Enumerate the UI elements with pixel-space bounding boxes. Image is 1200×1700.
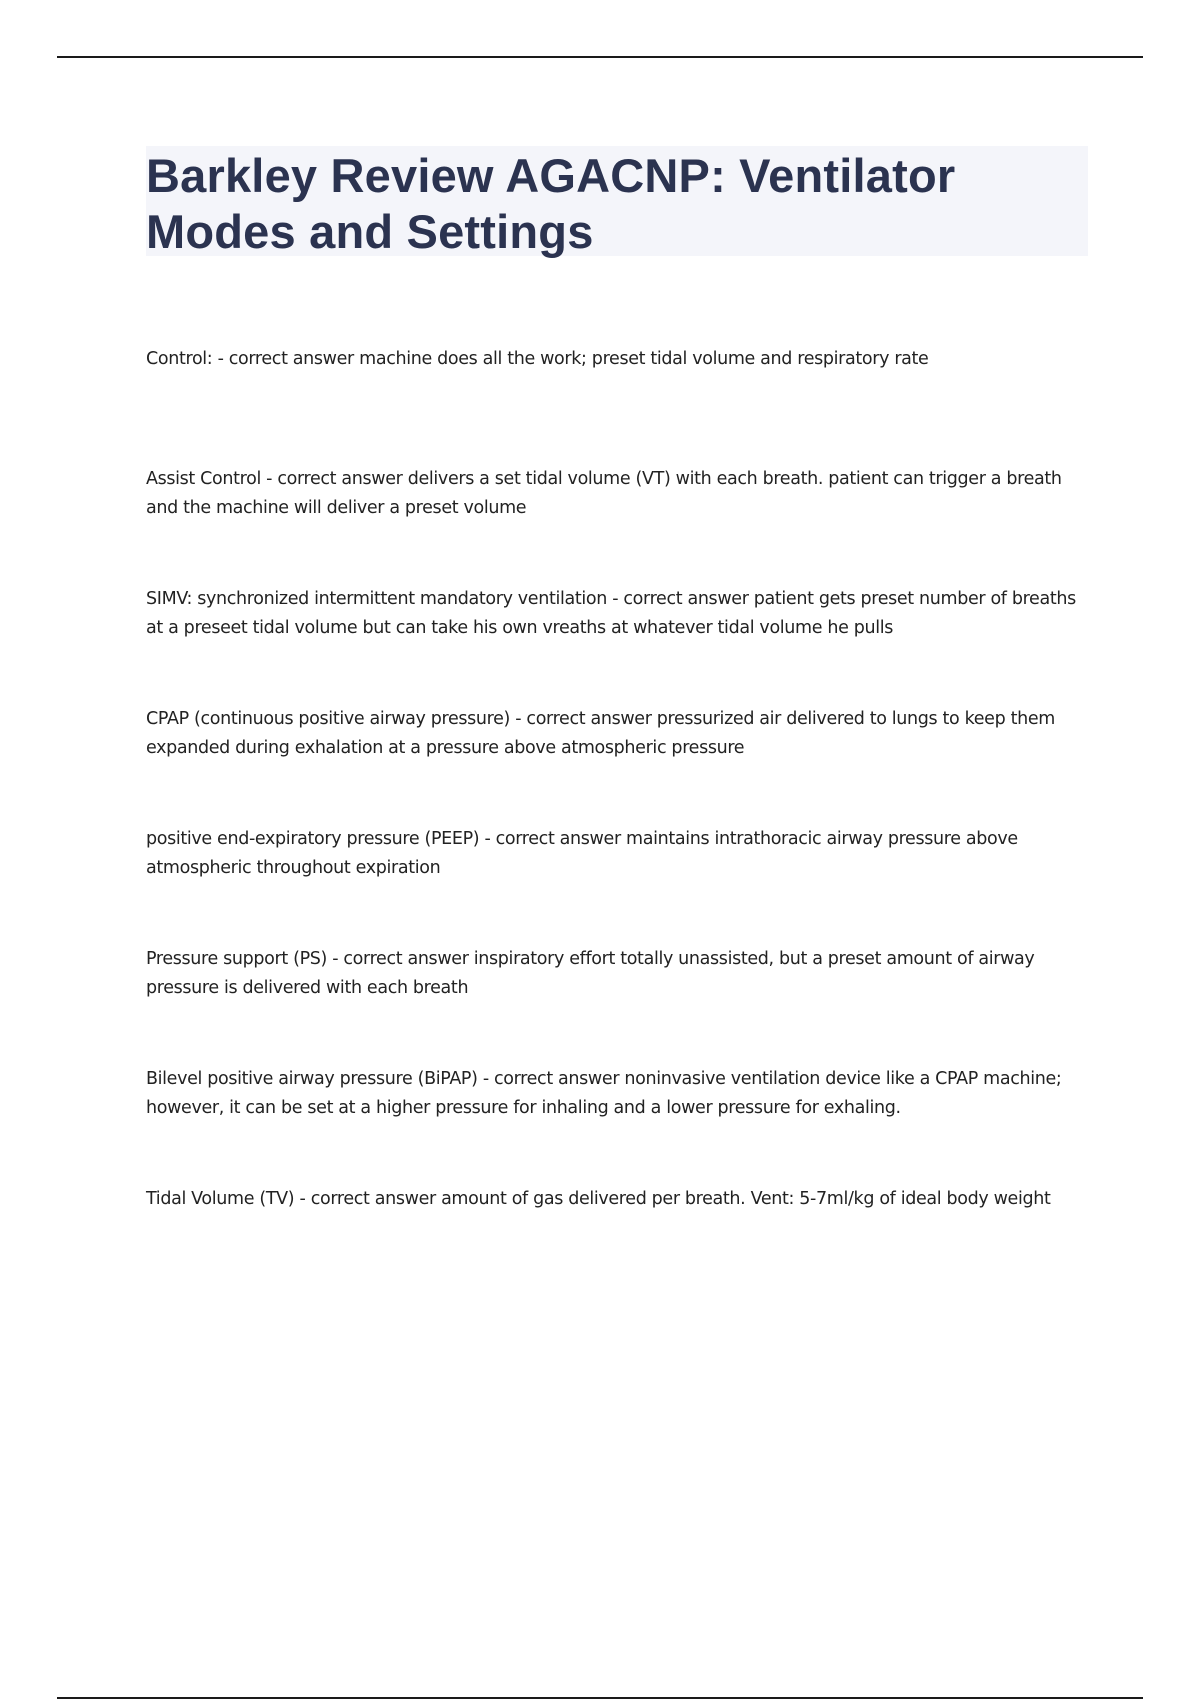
list-item bbox=[146, 345, 1076, 465]
answer-marker: correct answer bbox=[494, 1069, 620, 1089]
list-item bbox=[146, 1065, 1076, 1185]
answer-marker: correct answer bbox=[343, 949, 469, 969]
top-rule bbox=[57, 56, 1143, 58]
entry-definition: machine does all the work; preset tidal volume and respiratory rate bbox=[359, 349, 929, 369]
entry-term: Pressure support (PS) - bbox=[146, 949, 343, 969]
entry-term: Control: - bbox=[146, 349, 229, 369]
answer-marker: correct answer bbox=[623, 589, 749, 609]
answer-marker: correct answer bbox=[228, 349, 354, 369]
entry-list bbox=[146, 345, 1076, 1305]
entry-definition: amount of gas delivered per breath. Vent: 5-7ml/kg of ideal body weight bbox=[441, 1189, 1051, 1209]
entry-definition: delivers a set tidal volume (VT) with each breath. patient can trigger a breath and the machine will deliver a preset volume bbox=[146, 469, 1062, 518]
entry-definition: maintains intrathoracic airway pressure above atmospheric throughout expiration bbox=[146, 829, 1018, 878]
answer-marker: correct answer bbox=[310, 1189, 436, 1209]
entry-definition: patient gets preset number of breaths at a preseet tidal volume but can take his own vreaths at whatever tidal volume he pulls bbox=[146, 589, 1076, 638]
list-item bbox=[146, 825, 1076, 945]
entry-term: SIMV: synchronized intermittent mandatory ventilation - bbox=[146, 589, 623, 609]
list-item bbox=[146, 465, 1076, 585]
entry-term: Tidal Volume (TV) - bbox=[146, 1189, 311, 1209]
entry-term: Bilevel positive airway pressure (BiPAP) - bbox=[146, 1069, 494, 1089]
answer-marker: correct answer bbox=[495, 829, 621, 849]
title-block bbox=[146, 146, 1088, 256]
list-item bbox=[146, 1185, 1076, 1305]
answer-marker: correct answer bbox=[277, 469, 403, 489]
entry-term: Assist Control - bbox=[146, 469, 277, 489]
list-item bbox=[146, 945, 1076, 1065]
document-title: Barkley Review AGACNP: Ventilator Modes and Settings bbox=[146, 149, 956, 258]
entry-definition: inspiratory effort totally unassisted, but a preset amount of airway pressure is delivered with each breath bbox=[146, 949, 1035, 998]
list-item bbox=[146, 585, 1076, 705]
entry-definition: noninvasive ventilation device like a CPAP machine; however, it can be set at a higher pressure for inhaling and a lower pressure for exhaling. bbox=[146, 1069, 1062, 1118]
entry-term: positive end-expiratory pressure (PEEP) - bbox=[146, 829, 496, 849]
answer-marker: correct answer bbox=[526, 709, 652, 729]
entry-definition: pressurized air delivered to lungs to keep them expanded during exhalation at a pressure above atmospheric pressure bbox=[146, 709, 1055, 758]
entry-term: CPAP (continuous positive airway pressure) - bbox=[146, 709, 526, 729]
bottom-rule bbox=[57, 1697, 1143, 1699]
list-item bbox=[146, 705, 1076, 825]
